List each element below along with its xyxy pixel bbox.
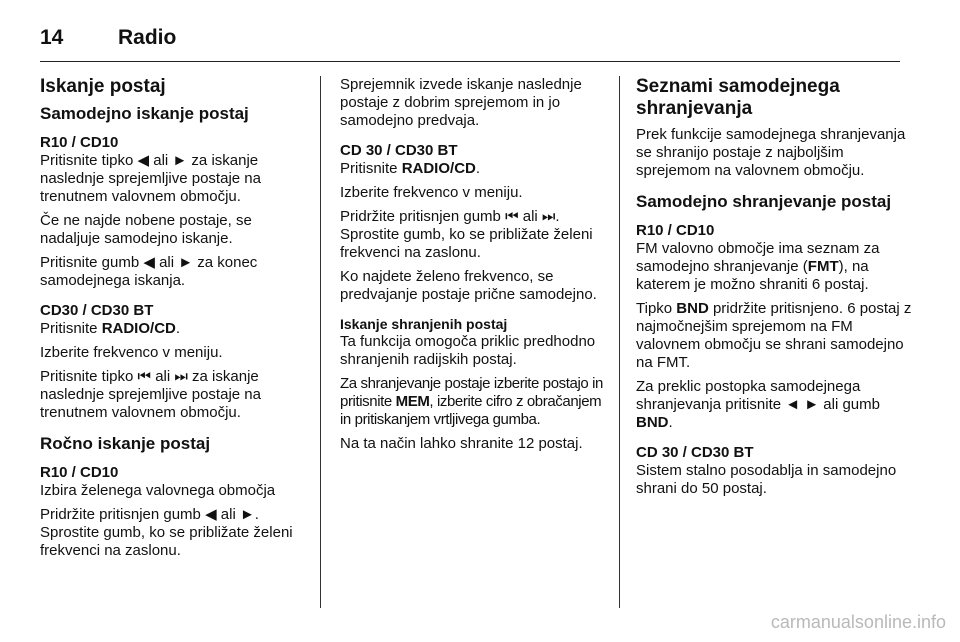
button-name: FMT [807,258,839,275]
paragraph: Pritisnite tipko ◀ ali ► za iskanje naslednje sprejemljive postaje na trenutnem valovnem območju. [40,152,261,205]
paragraph: Tipko BND pridržite pritisnjeno. 6 postaj z najmočnejšim sprejemom na FM valovnem območju se shrani samodejno na FMT. [636,300,912,371]
paragraph: Pridržite pritisnjen gumb ◀ ali ►. Sprostite gumb, ko se približate želeni frekvenci na zaslonu. [40,506,293,559]
model-label: R10 / CD10 [636,222,715,239]
column-divider-1 [320,76,321,608]
page-number: 14 [40,26,64,49]
button-name: BND [636,414,669,431]
paragraph: FM valovno območje ima seznam za samodejno shranjevanje (FMT), na katerem je možno shraniti 6 postaj. [636,240,880,293]
paragraph: Sprejemnik izvede iskanje naslednje postaje z dobrim sprejemom in jo samodejno predvaja. [340,76,582,129]
button-name: RADIO/CD [401,160,476,177]
paragraph: Pritisnite gumb ◀ ali ► za konec samodejnega iskanja. [40,254,258,289]
column-divider-2 [619,76,620,608]
paragraph: Izbira želenega valovnega območja [40,482,276,499]
paragraph: Za preklic postopka samodejnega shranjevanja pritisnite ◄ ► ali gumb BND. [636,378,880,431]
column-2 [340,76,608,459]
paragraph: Če ne najde nobene postaje, se nadaljuje samodejno iskanje. [40,212,252,247]
column-3 [636,76,914,504]
paragraph: Pridržite pritisnjen gumb ⏮ ali ⏭. Sprostite gumb, ko se približate želeni frekvenci na zaslonu. [340,208,593,261]
watermark: carmanualsonline.info [770,612,946,632]
model-label: CD 30 / CD30 BT [340,142,458,159]
heading-manual-search: Ročno iskanje postaj [40,434,211,453]
model-label: R10 / CD10 [40,134,119,151]
heading-autostore-stations: Samodejno shranjevanje postaj [636,192,892,211]
page-header [40,18,900,58]
paragraph: Na ta način lahko shranite 12 postaj. [340,435,583,452]
heading-station-search: Iskanje postaj [40,76,166,97]
column-1 [40,76,310,566]
paragraph: Pritisnite RADIO/CD. [40,320,181,337]
heading-automatic-search: Samodejno iskanje postaj [40,104,249,123]
section-title: Radio [118,26,177,49]
button-name: RADIO/CD [101,320,176,337]
paragraph: Pritisnite tipko ⏮ ali ⏭ za iskanje naslednje sprejemljive postaje na trenutnem valovnem območju. [40,368,261,421]
paragraph: Prek funkcije samodejnega shranjevanja se shranijo postaje z najboljšim sprejemom na valovnem območju. [636,126,906,179]
paragraph: Ta funkcija omogoča priklic predhodno shranjenih radijskih postaj. [340,333,596,368]
heading-stored-stations: Iskanje shranjenih postaj [340,316,508,332]
paragraph: Izberite frekvenco v meniju. [40,344,223,361]
paragraph: Ko najdete želeno frekvenco, se predvajanje postaje prične samodejno. [340,268,597,303]
header-rule [40,61,900,62]
heading-autostore-lists: Seznami samodejnega shranjevanja [636,76,840,119]
model-label: CD 30 / CD30 BT [636,444,754,461]
paragraph: Sistem stalno posodablja in samodejno shrani do 50 postaj. [636,462,897,497]
model-label: CD30 / CD30 BT [40,302,154,319]
model-label: R10 / CD10 [40,464,119,481]
paragraph: Izberite frekvenco v meniju. [340,184,523,201]
paragraph: Za shranjevanje postaje izberite postajo in pritisnite MEM, izberite cifro z obračanjem in pritiskanjem vrtljivega gumba. [340,375,603,428]
paragraph: Pritisnite RADIO/CD. [340,160,481,177]
button-name: MEM [395,393,430,410]
button-name: BND [676,300,709,317]
